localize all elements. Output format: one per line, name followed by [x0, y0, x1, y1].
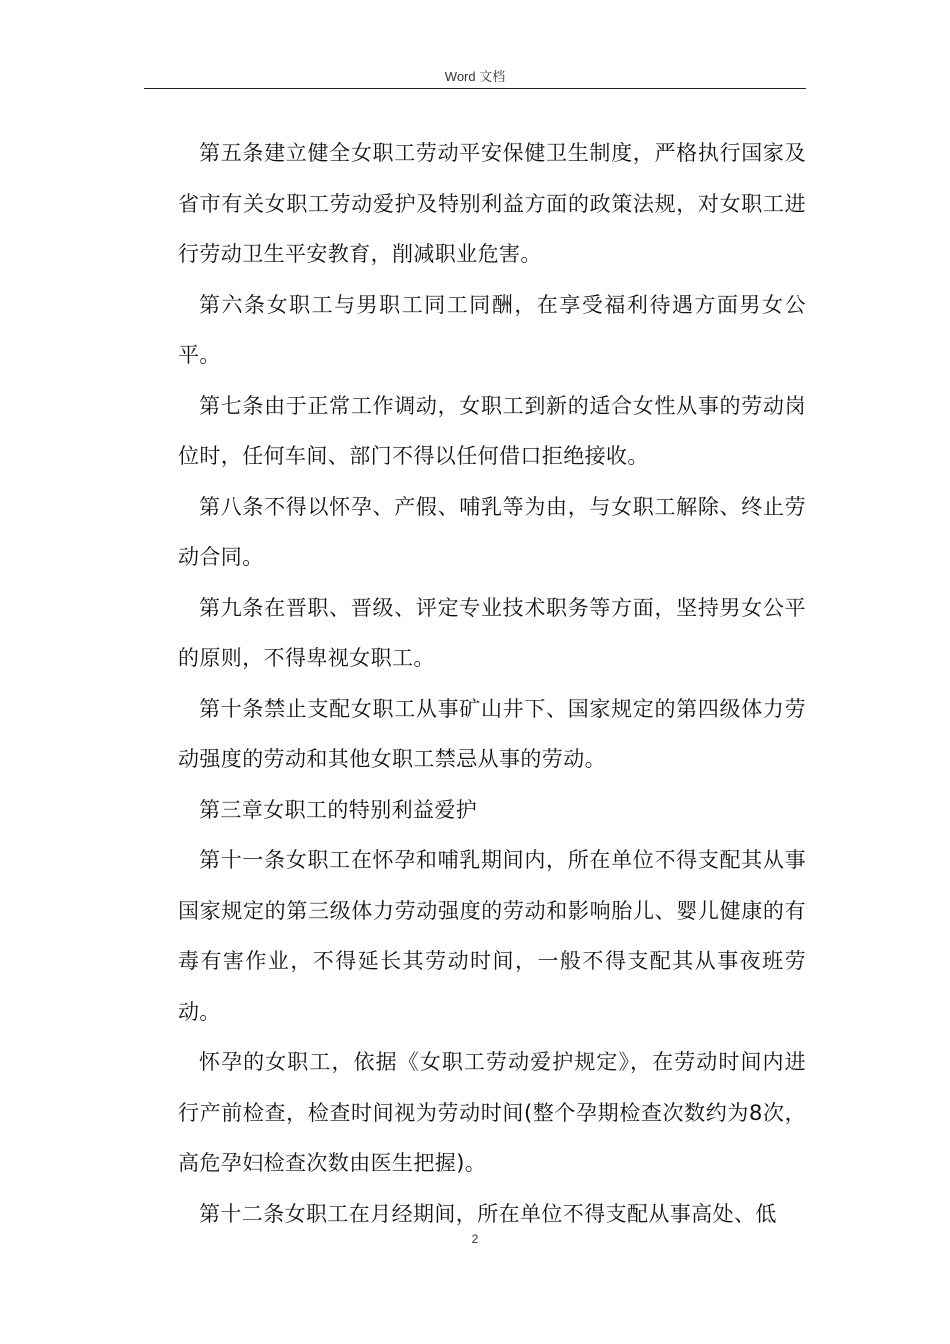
paragraph-article-5: 第五条建立健全女职工劳动平安保健卫生制度，严格执行国家及省市有关女职工劳动爱护及特别利益方面的政策法规，对女职工进行劳动卫生平安教育，削减职业危害。	[178, 141, 806, 266]
paragraph-article-10: 第十条禁止支配女职工从事矿山井下、国家规定的第四级体力劳动强度的劳动和其他女职工禁忌从事的劳动。	[178, 696, 806, 771]
header-divider	[144, 88, 806, 89]
paragraph-article-6: 第六条女职工与男职工同工同酬，在享受福利待遇方面男女公平。	[178, 292, 806, 367]
paragraph-article-9: 第九条在晋职、晋级、评定专业技术职务等方面，坚持男女公平的原则，不得卑视女职工。	[178, 595, 806, 670]
chapter-heading: 第三章女职工的特别利益爱护	[199, 797, 478, 822]
document-body	[178, 128, 806, 1239]
paragraph-article-11: 第十一条女职工在怀孕和哺乳期间内，所在单位不得支配其从事国家规定的第三级体力劳动强度的劳动和影响胎儿、婴儿健康的有毒有害作业，不得延长其劳动时间，一般不得支配其从事夜班劳动。	[178, 848, 806, 1024]
paragraph-article-7: 第七条由于正常工作调动，女职工到新的适合女性从事的劳动岗位时，任何车间、部门不得以任何借口拒绝接收。	[178, 393, 806, 468]
page-number: 2	[471, 1232, 479, 1246]
paragraph-article-8: 第八条不得以怀孕、产假、哺乳等为由，与女职工解除、终止劳动合同。	[178, 494, 806, 569]
page-header: Word 文档	[444, 69, 506, 84]
paragraph-article-12: 第十二条女职工在月经期间，所在单位不得支配从事高处、低	[199, 1201, 777, 1226]
paragraph-prenatal-check: 怀孕的女职工，依据《女职工劳动爱护规定》，在劳动时间内进行产前检查，检查时间视为劳动时间(整个孕期检查次数约为8次，高危孕妇检查次数由医生把握)。	[178, 1050, 806, 1175]
